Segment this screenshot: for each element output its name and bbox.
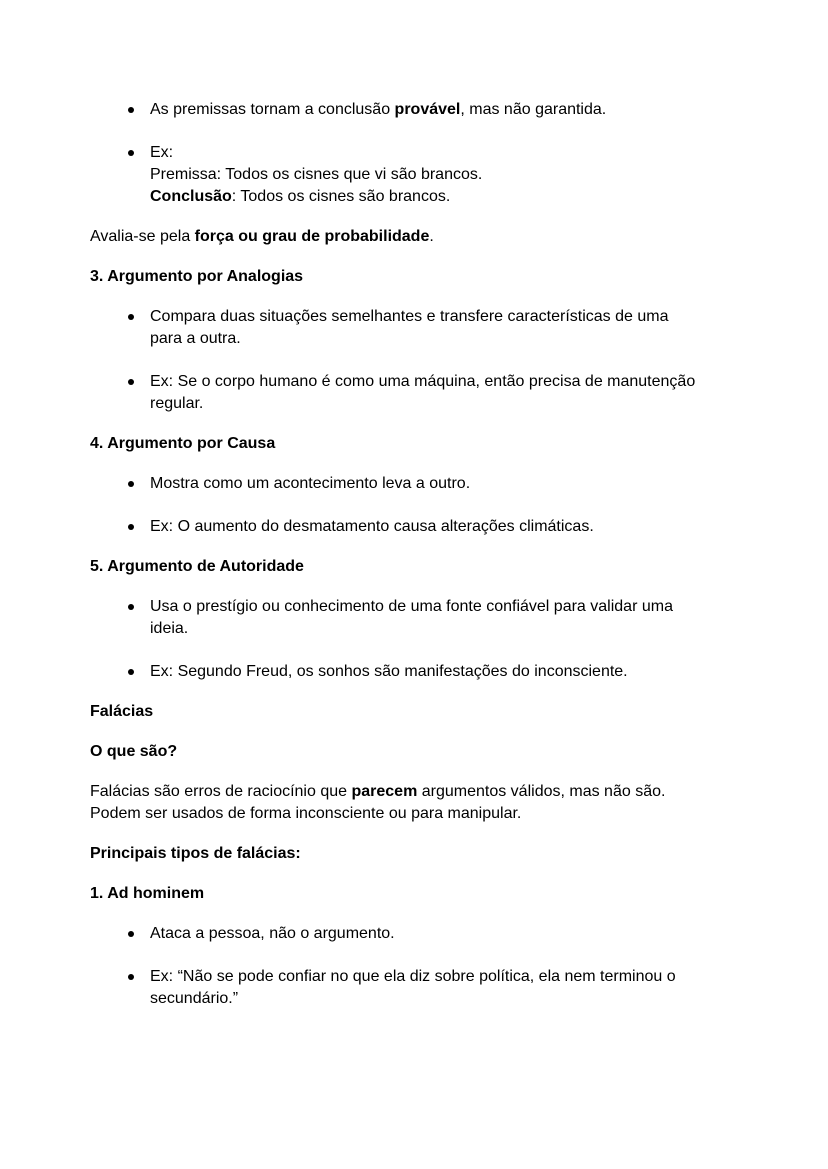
bullet-list: [90, 596, 740, 683]
text-run: As premissas tornam a conclusão: [150, 101, 395, 118]
list-item-text: [150, 142, 740, 208]
text-line: [90, 883, 740, 905]
list-item-text: [150, 99, 740, 121]
text-run: Ex: O aumento do desmatamento causa alterações climáticas.: [150, 518, 594, 535]
text-line: [150, 186, 740, 208]
list-item-text: [150, 306, 740, 350]
text-line: [90, 433, 740, 455]
section-heading: [90, 266, 740, 288]
list-item: [90, 306, 740, 350]
text-line: [150, 988, 740, 1010]
text-run: Ex: Segundo Freud, os sonhos são manifestações do inconsciente.: [150, 663, 628, 680]
text-line: [150, 661, 740, 683]
text-run: 4. Argumento por Causa: [90, 435, 276, 452]
list-item: [90, 516, 740, 538]
list-item-text: [150, 966, 740, 1010]
text-run: ideia.: [150, 620, 189, 637]
text-run: Premissa: Todos os cisnes que vi são brancos.: [150, 166, 483, 183]
list-item: [90, 596, 740, 640]
list-item-text: [150, 516, 740, 538]
bullet-icon: [128, 379, 134, 385]
paragraph: [90, 781, 740, 825]
list-item-text: [150, 661, 740, 683]
text-run: O que são?: [90, 743, 178, 760]
text-run: Falácias: [90, 703, 154, 720]
list-item-text: [150, 596, 740, 640]
text-run: para a outra.: [150, 330, 241, 347]
text-line: [150, 328, 740, 350]
list-item-text: [150, 473, 740, 495]
text-run: 1. Ad hominem: [90, 885, 205, 902]
text-run: Ex: “Não se pode confiar no que ela diz sobre política, ela nem terminou o: [150, 968, 676, 985]
text-line: [150, 371, 740, 393]
text-run: Mostra como um acontecimento leva a outro.: [150, 475, 471, 492]
text-run: Falácias são erros de raciocínio que: [90, 783, 352, 800]
section-heading: [90, 843, 740, 865]
text-run: Ex: Se o corpo humano é como uma máquina, então precisa de manutenção: [150, 373, 696, 390]
bullet-icon: [128, 669, 134, 675]
list-item-text: [150, 371, 740, 415]
bullet-icon: [128, 107, 134, 113]
text-run: .: [429, 228, 434, 245]
text-run: Ataca a pessoa, não o argumento.: [150, 925, 395, 942]
text-line: [150, 164, 740, 186]
text-line: [150, 618, 740, 640]
bullet-icon: [128, 974, 134, 980]
bullet-icon: [128, 604, 134, 610]
text-run: Podem ser usados de forma inconsciente ou para manipular.: [90, 805, 522, 822]
bullet-icon: [128, 524, 134, 530]
text-line: [90, 556, 740, 578]
text-line: [90, 226, 740, 248]
text-run: argumentos válidos, mas não são.: [417, 783, 666, 800]
text-run: Ex:: [150, 144, 174, 161]
text-run: 3. Argumento por Analogias: [90, 268, 304, 285]
list-item-text: [150, 923, 740, 945]
text-run: , mas não garantida.: [460, 101, 607, 118]
paragraph: [90, 226, 740, 248]
text-line: [90, 781, 740, 803]
text-run: Usa o prestígio ou conhecimento de uma fonte confiável para validar uma: [150, 598, 673, 615]
text-line: [150, 306, 740, 328]
bold-text: Conclusão: [150, 188, 232, 205]
text-line: [90, 741, 740, 763]
bullet-icon: [128, 931, 134, 937]
bullet-list: [90, 923, 740, 1010]
text-run: Principais tipos de falácias:: [90, 845, 301, 862]
bullet-icon: [128, 481, 134, 487]
text-run: : Todos os cisnes são brancos.: [231, 188, 451, 205]
section-heading: [90, 433, 740, 455]
bullet-list: [90, 306, 740, 415]
text-run: Avalia-se pela: [90, 228, 195, 245]
text-run: 5. Argumento de Autoridade: [90, 558, 304, 575]
text-line: [150, 923, 740, 945]
bullet-icon: [128, 150, 134, 156]
text-run: regular.: [150, 395, 204, 412]
list-item: [90, 99, 740, 121]
bullet-icon: [128, 314, 134, 320]
text-run: Compara duas situações semelhantes e transfere características de uma: [150, 308, 669, 325]
text-line: [150, 516, 740, 538]
list-item: [90, 473, 740, 495]
section-heading: [90, 556, 740, 578]
bold-text: força ou grau de probabilidade: [194, 228, 430, 245]
text-line: [150, 966, 740, 988]
list-item: [90, 966, 740, 1010]
text-line: [150, 596, 740, 618]
bullet-list: [90, 473, 740, 538]
bold-text: provável: [394, 101, 461, 118]
section-heading: [90, 883, 740, 905]
text-line: [90, 843, 740, 865]
list-item: [90, 661, 740, 683]
list-item: [90, 371, 740, 415]
list-item: [90, 142, 740, 208]
text-line: [90, 803, 740, 825]
text-line: [90, 701, 740, 723]
text-line: [150, 99, 740, 121]
bold-text: parecem: [351, 783, 418, 800]
section-heading: [90, 741, 740, 763]
section-heading: [90, 701, 740, 723]
text-line: [90, 266, 740, 288]
text-line: [150, 142, 740, 164]
text-line: [150, 473, 740, 495]
text-run: secundário.”: [150, 990, 239, 1007]
text-line: [150, 393, 740, 415]
bullet-list: [90, 99, 740, 208]
list-item: [90, 923, 740, 945]
